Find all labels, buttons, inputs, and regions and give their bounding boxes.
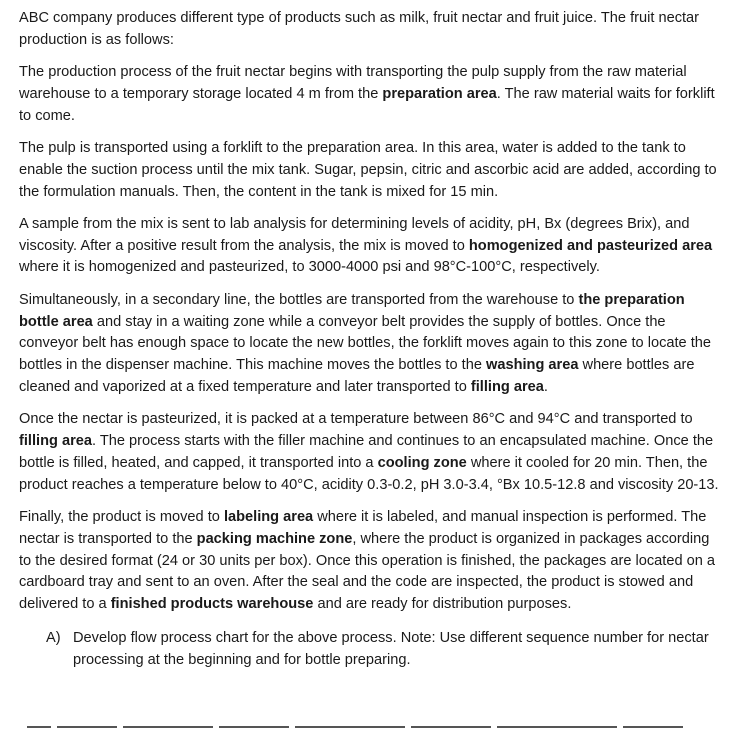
paragraph-filling-cooling: Once the nectar is pasteurized, it is packed at a temperature between 86°C and 94°C and transported to filling area. The process starts with the filler machine and continues to an encapsulated machine. Once the bottle is filled, heated, and capped, it transported into a cooling zone where it cooled for 20 min. Then, the product reaches a temperature below to 40°C, acidity 0.3-0.2, pH 3.0-3.4, °Bx 10.5-12.8 and viscosity 20-13. — [19, 411, 719, 493]
term-preparation-bottle-area: the preparation bottle area — [19, 291, 685, 330]
cut-off-next-line — [19, 726, 725, 730]
paragraph-mixing: The pulp is transported using a forklift to the preparation area. In this area, water is added to the tank to enable the suction process until the mix tank. Sugar, pepsin, citric and ascorbic acid are added, according to the formulation manuals. Then, the content in the tank is mixed for 15 min. — [19, 139, 717, 200]
paragraph-labeling-packing: Finally, the product is moved to labeling area where it is labeled, and manual inspection is performed. The nectar is transported to the packing machine zone, where the product is organized in packages according to the desired format (24 or 30 units per box). Once this operation is finished, the packages are located on a cardboard tray and sent to an oven. After the seal and the code are inspected, the product is stowed and delivered to a finished products warehouse and are ready for distribution purposes. — [19, 508, 716, 613]
paragraph-raw-material: The production process of the fruit nectar begins with transporting the pulp supply from the raw material warehouse to a temporary storage located 4 m from the preparation area. The raw material waits for forklift to come. — [19, 64, 715, 124]
term-homogenized-pasteurized-area: homogenized and pasteurized area — [468, 237, 713, 254]
term-preparation-area: preparation area — [382, 85, 497, 102]
question-a — [46, 628, 725, 672]
term-filling-area-2: filling area — [19, 433, 92, 450]
question-a-label: A) — [46, 629, 61, 646]
term-packing-machine-zone: packing machine zone — [196, 530, 353, 547]
term-filling-area: filling area — [470, 378, 544, 395]
question-a-text: Develop flow process chart for the above process. Note: Use different sequence number for nectar processing at the beginning and for bottle preparing. — [73, 629, 709, 668]
document-body — [19, 8, 725, 672]
paragraph-lab-analysis: A sample from the mix is sent to lab analysis for determining levels of acidity, pH, Bx (degrees Brix), and viscosity. After a positive result from the analysis, the mix is moved to homogenized and pasteurized area where it is homogenized and pasteurized, to 3000-4000 psi and 98°C-100°C, respectively. — [19, 215, 713, 276]
term-cooling-zone: cooling zone — [377, 454, 467, 471]
term-finished-products-warehouse: finished products warehouse — [110, 596, 314, 613]
intro-paragraph: ABC company produces different type of products such as milk, fruit nectar and fruit juice. The fruit nectar production is as follows: — [19, 10, 700, 48]
term-labeling-area: labeling area — [223, 508, 314, 525]
paragraph-bottles: Simultaneously, in a secondary line, the bottles are transported from the warehouse to the preparation bottle area and stay in a waiting zone while a conveyor belt provides the supply of bottles. Once the conveyor belt has enough space to locate the new bottles, the forklift moves again to this zone to locate the bottles in the dispenser machine. This machine moves the bottles to the washing area where bottles are cleaned and vaporized at a fixed temperature and later transported to filling area. — [19, 291, 712, 395]
term-washing-area: washing area — [486, 357, 579, 374]
